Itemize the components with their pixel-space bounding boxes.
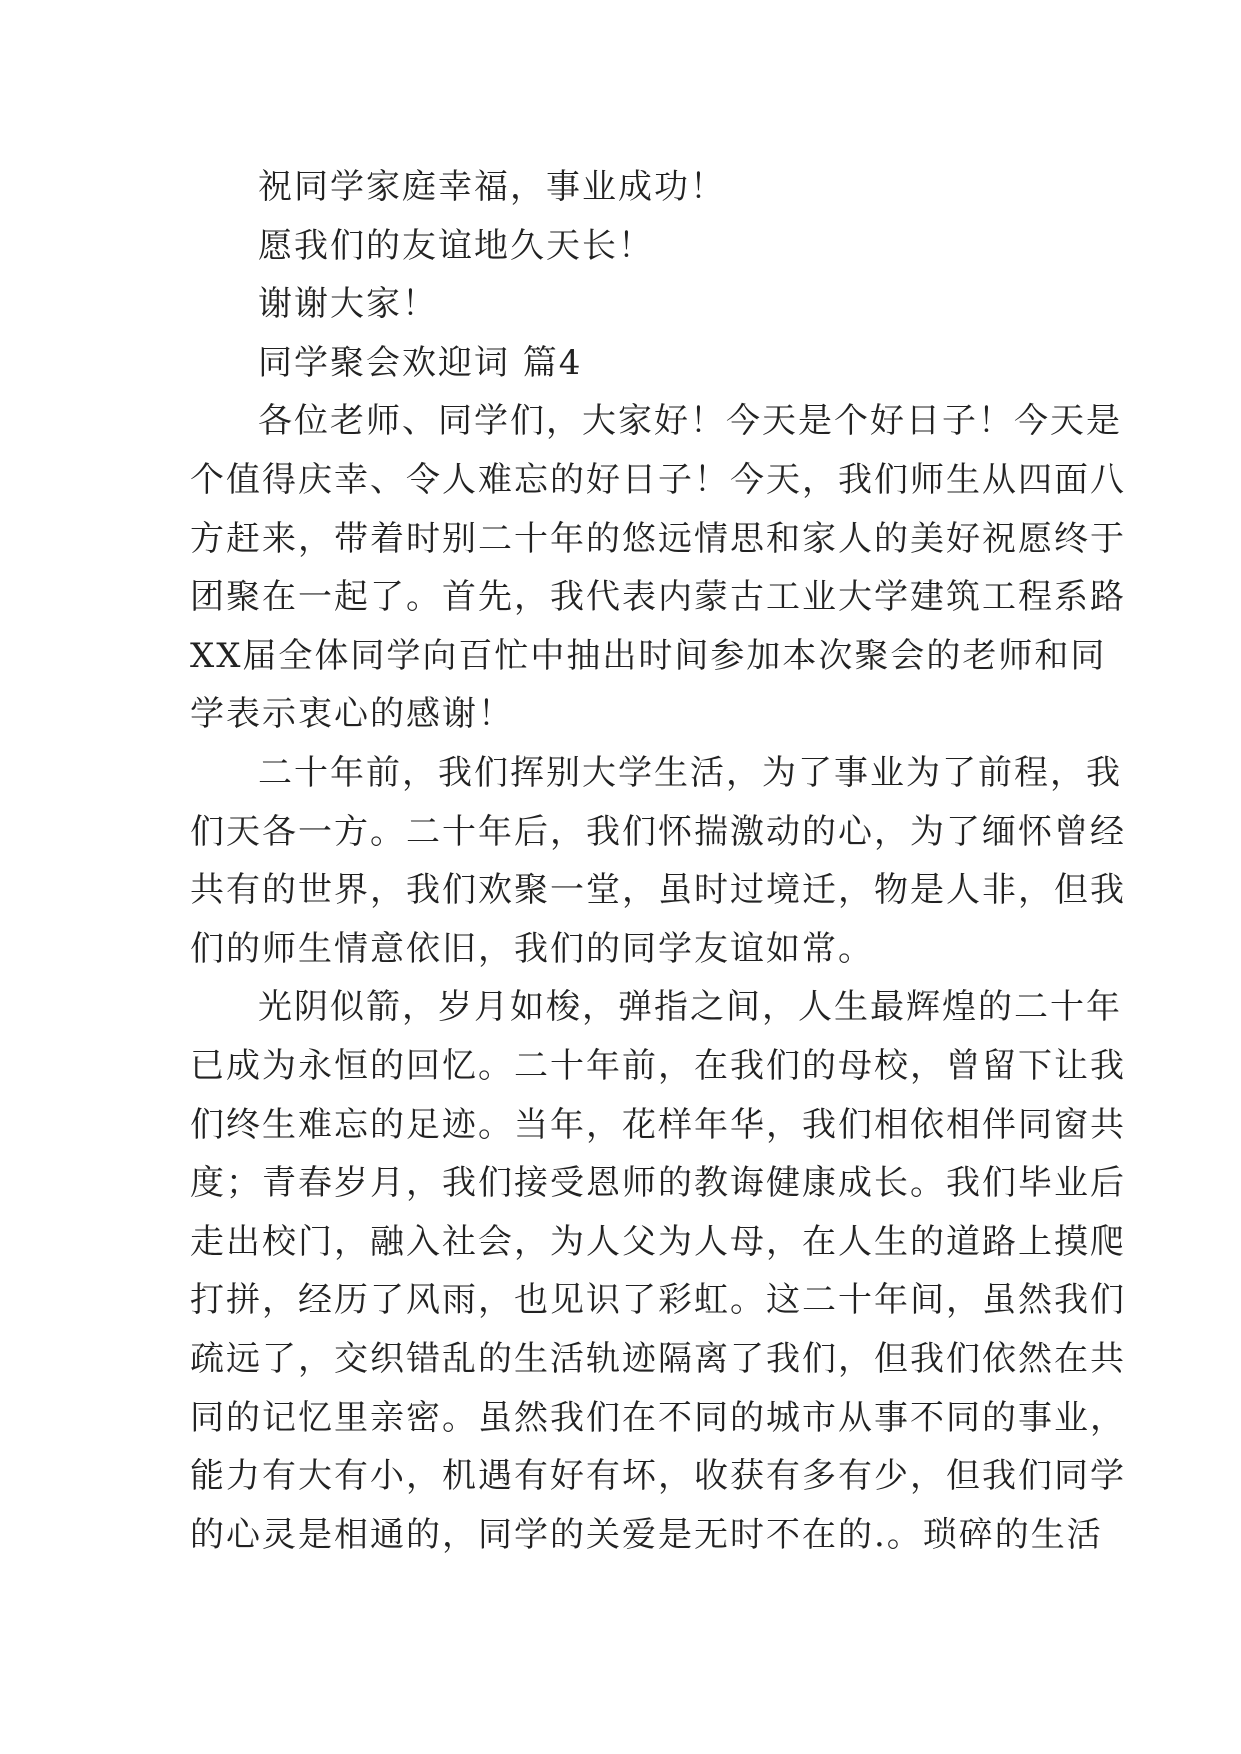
text-line: 们天各一方。二十年后，我们怀揣激动的心，为了缅怀曾经 <box>190 812 1126 852</box>
text-line: 的心灵是相通的，同学的关爱是无时不在的.。琐碎的生活 <box>190 1515 1103 1555</box>
text-line: 走出校门，融入社会，为人父为人母，在人生的道路上摸爬 <box>190 1222 1126 1262</box>
text-line: XX届全体同学向百忙中抽出时间参加本次聚会的老师和同 <box>190 636 1107 676</box>
text-line: 疏远了，交织错乱的生活轨迹隔离了我们，但我们依然在共 <box>190 1339 1126 1379</box>
text-line: 能力有大有小，机遇有好有坏，收获有多有少，但我们同学 <box>190 1456 1126 1496</box>
text-line: 谢谢大家！ <box>258 284 438 324</box>
text-line: 度；青春岁月，我们接受恩师的教诲健康成长。我们毕业后 <box>190 1163 1126 1203</box>
text-line: 各位老师、同学们，大家好！今天是个好日子！今天是 <box>258 401 1122 441</box>
text-line: 个值得庆幸、令人难忘的好日子！今天，我们师生从四面八 <box>190 460 1126 500</box>
text-line: 们的师生情意依旧，我们的同学友谊如常。 <box>190 929 874 969</box>
text-line: 打拼，经历了风雨，也见识了彩虹。这二十年间，虽然我们 <box>190 1280 1126 1320</box>
section-heading: 同学聚会欢迎词 篇4 <box>258 343 583 383</box>
text-line: 方赶来，带着时别二十年的悠远情思和家人的美好祝愿终于 <box>190 519 1126 559</box>
text-line: 光阴似箭，岁月如梭，弹指之间，人生最辉煌的二十年 <box>258 987 1122 1027</box>
text-line: 团聚在一起了。首先，我代表内蒙古工业大学建筑工程系路 <box>190 577 1126 617</box>
text-line: 祝同学家庭幸福，事业成功！ <box>258 167 726 207</box>
text-line: 们终生难忘的足迹。当年，花样年华，我们相依相伴同窗共 <box>190 1105 1126 1145</box>
text-line: 学表示衷心的感谢！ <box>190 694 514 734</box>
text-line: 共有的世界，我们欢聚一堂，虽时过境迁，物是人非，但我 <box>190 870 1126 910</box>
text-line: 愿我们的友谊地久天长！ <box>258 226 654 266</box>
text-line: 已成为永恒的回忆。二十年前，在我们的母校，曾留下让我 <box>190 1046 1126 1086</box>
text-line: 二十年前，我们挥别大学生活，为了事业为了前程，我 <box>258 753 1122 793</box>
text-line: 同的记忆里亲密。虽然我们在不同的城市从事不同的事业， <box>190 1398 1126 1438</box>
